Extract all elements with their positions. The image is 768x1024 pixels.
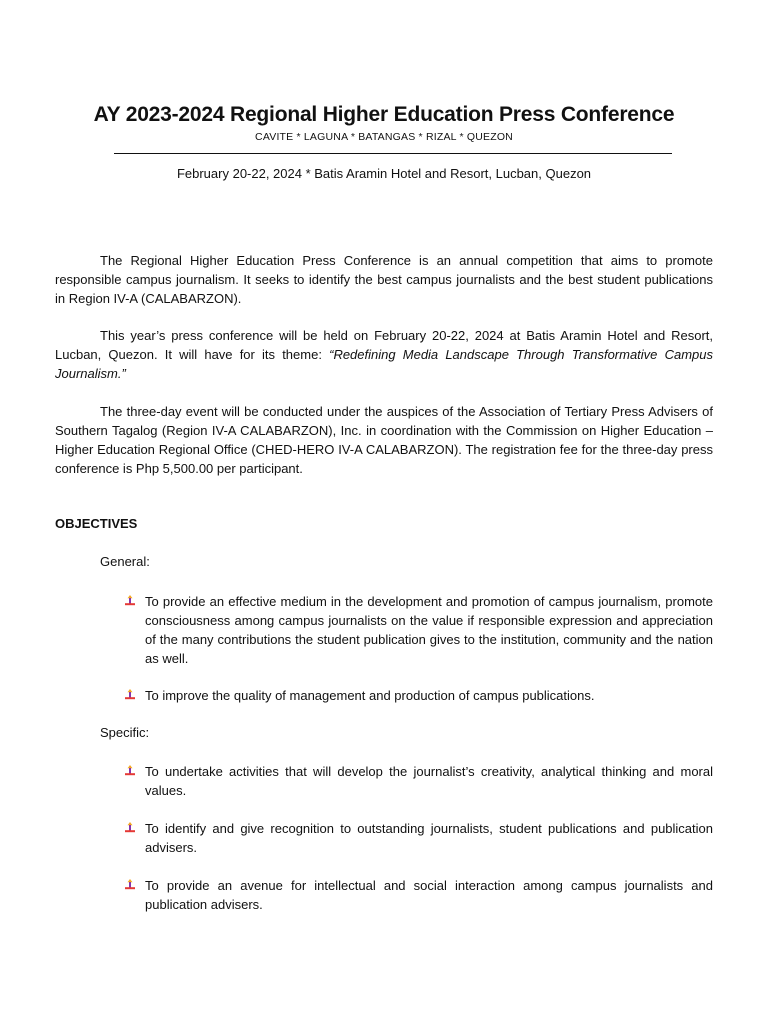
objectives-heading: OBJECTIVES [55, 516, 138, 531]
arrow-bullet-icon [124, 822, 136, 834]
list-item [124, 762, 714, 800]
specific-objective-1: To undertake activities that will develop the journalist’s creativity, analytical thinking and moral values. [145, 764, 713, 798]
intro-paragraph: The Regional Higher Education Press Conference is an annual competition that aims to promote responsible campus journalism. It seeks to identify the best campus journalists and the best student publications in Region IV-A (CALABARZON). [55, 253, 713, 306]
provinces-subtitle: CAVITE * LAGUNA * BATANGAS * RIZAL * QUEZON [255, 131, 513, 143]
arrow-bullet-icon [124, 689, 136, 701]
page-title: AY 2023-2024 Regional Higher Education Press Conference [93, 103, 675, 126]
theme-quote: “Redefining Media Landscape Through Transformative Campus Journalism.” [55, 347, 713, 381]
arrow-bullet-icon [124, 765, 136, 777]
arrow-bullet-icon [124, 595, 136, 607]
list-item [124, 876, 714, 914]
title-divider [114, 153, 672, 154]
general-objective-2: To improve the quality of management and production of campus publications. [145, 688, 595, 703]
event-dateline: February 20-22, 2024 * Batis Aramin Hotel and Resort, Lucban, Quezon [176, 166, 592, 181]
specific-objective-2: To identify and give recognition to outstanding journalists, student publications and publication advisers. [145, 821, 713, 855]
specific-label: Specific: [100, 725, 150, 740]
list-item [124, 686, 714, 705]
list-item [124, 592, 714, 668]
list-item [124, 819, 714, 857]
general-objective-1: To provide an effective medium in the development and promotion of campus journalism, promote consciousness among campus journalists on the value if responsible expression and appreciation of the many contributions the student publication gives to the institution, community and the nation as well. [145, 594, 713, 666]
general-label: General: [100, 554, 150, 569]
theme-paragraph-lead: This year’s press conference will be held on February 20-22, 2024 at Batis Aramin Hotel and Resort, Lucban, Quezon. It will have for its theme: [55, 328, 713, 362]
theme-paragraph [55, 326, 713, 383]
arrow-bullet-icon [124, 879, 136, 891]
specific-objective-3: To provide an avenue for intellectual and social interaction among campus journalists and publication advisers. [145, 878, 713, 912]
auspices-paragraph: The three-day event will be conducted under the auspices of the Association of Tertiary Press Advisers of Southern Tagalog (Region IV-A CALABARZON), Inc. in coordination with the Commission on Higher Education – Higher Education Regional Office (CHED-HERO IV-A CALABARZON). The registration fee for the three-day press conference is Php 5,500.00 per participant. [55, 404, 713, 476]
